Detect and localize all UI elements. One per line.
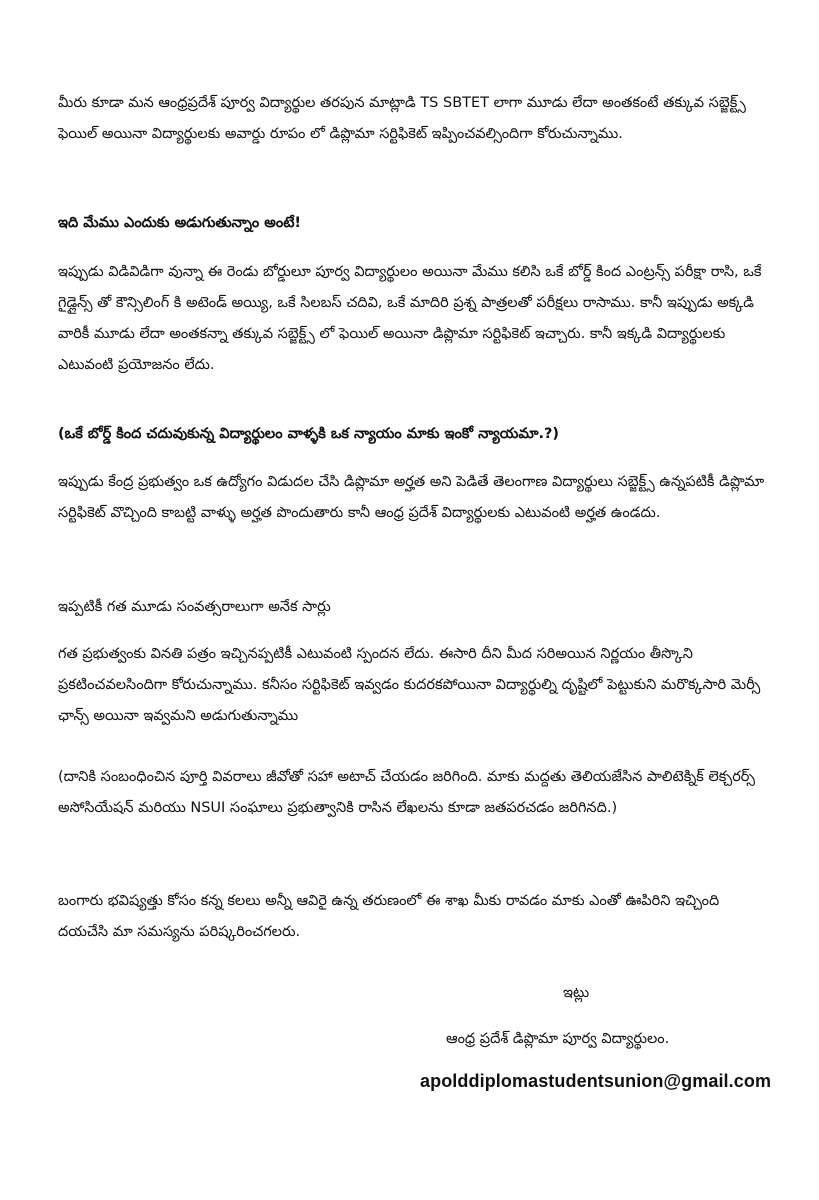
paragraph-request-intro: మీరు కూడా మన ఆంధ్రప్రదేశ్ పూర్వ విద్యార్థుల తరపున మాట్లాడి TS SBTET లాగా మూడు లేదా అంతకంటే తక్కువ సబ్జెక్ట్స్ ఫెయిల్ అయినా విద్యార్థులకు అవార్డు రూపం లో డిప్లొమా సర్టిఫికెట్ ఇప్పించవల్సిందిగా కోరుచున్నాము.	[58, 95, 746, 142]
paragraph-justice-question: (ఒకే బోర్డ్ కింద చదువుకున్న విద్యార్థులం వాళ్ళకి ఒక న్యాయం మాకు ఇంకో న్యాయమా.?)	[58, 426, 559, 442]
paragraph-three-years: ఇప్పటికీ గత మూడు సంవత్సరాలుగా అనేక సార్లు	[58, 599, 331, 615]
paragraph-attachment-note: (దానికి సంబంధించిన పూర్తి వివరాలు జీవోతో సహా అటాచ్ చేయడం జరిగింది. మాకు మద్దతు తెలియజేసిన పాలిటెక్నిక్ లెక్చరర్స్ అసోసియేషన్ మరియు NSUI సంఘాలు ప్రభుత్వానికి రాసిన లేఖలను కూడా జతపరచడం జరిగినది.)	[58, 769, 755, 816]
paragraph-previous-govt: గత ప్రభుత్వంకు వినతి పత్రం ఇచ్చినప్పటికీ ఎటువంటి స్పందన లేదు. ఈసారి దీని మీద సరిఅయిన నిర్ణయం తీస్కొని ప్రకటించవలసిందిగా కోరుచున్నాము. కనీసం సర్టిఫికెట్ ఇవ్వడం కుదరకపోయినా విద్యార్థుల్ని దృష్టిలో పెట్టుకుని మరొక్కసారి మెర్సీ ఛాన్స్ అయినా ఇవ్వమని అడుగుతున్నాము	[58, 646, 761, 724]
contact-email: apolddiplomastudentsunion@gmail.com	[420, 1071, 772, 1091]
paragraph-reason: ఇప్పుడు విడివిడిగా వున్నా ఈ రెండు బోర్డులూ పూర్వ విద్యార్థులం అయినా మేము కలిసి ఒకే బోర్డ్ కింద ఎంట్రన్స్ పరీక్షా రాసి, ఒకే గైడ్లైన్స్ తో కౌన్సిలింగ్ కి అటెండ్ అయ్యి, ఒకే సిలబస్ చదివి, ఒకే మాదిరి ప్రశ్న పాత్రలతో పరీక్షలు రాసాము. కానీ ఇప్పుడు అక్కడి వారికీ మూడు లేదా అంతకన్నా తక్కువ సబ్జెక్ట్స్ లో ఫెయిల్ అయినా డిప్లొమా సర్టిఫికెట్ ఇచ్చారు. కానీ ఇక్కడి విద్యార్థులకు ఎటువంటి ప్రయోజనం లేదు.	[58, 264, 762, 373]
paragraph-central-job: ఇప్పుడు కేంద్ర ప్రభుత్వం ఒక ఉద్యోగం విడుదల చేసి డిప్లొమా అర్హత అని పెడితే తెలంగాణ విద్యార్థులు సబ్జెక్ట్స్ ఉన్నపటికీ డిప్లొమా సర్టిఫికెట్ వొచ్చింది కాబట్టి వాళ్ళు అర్హత పొందుతారు కానీ ఆంధ్ర ప్రదేశ్ విద్యార్థులకు ఎటువంటి అర్హత ఉండదు.	[58, 474, 765, 521]
paragraph-why-heading: ఇది మేము ఎందుకు అడుగుతున్నాం అంటే!	[58, 215, 301, 231]
paragraph-golden-future: బంగారు భవిష్యత్తు కోసం కన్న కలలు అన్నీ ఆవిరై ఉన్న తరుణంలో ఈ శాఖ మీకు రావడం మాకు ఎంతో ఊపిరిని ఇచ్చింది దయచేసి మా సమస్యను పరిష్కరించగలరు.	[58, 893, 720, 940]
letter-closing: ఇట్లు	[563, 985, 590, 1001]
letter-signature: ఆంధ్ర ప్రదేశ్ డిప్లొమా పూర్వ విద్యార్థులం.	[446, 1031, 670, 1047]
